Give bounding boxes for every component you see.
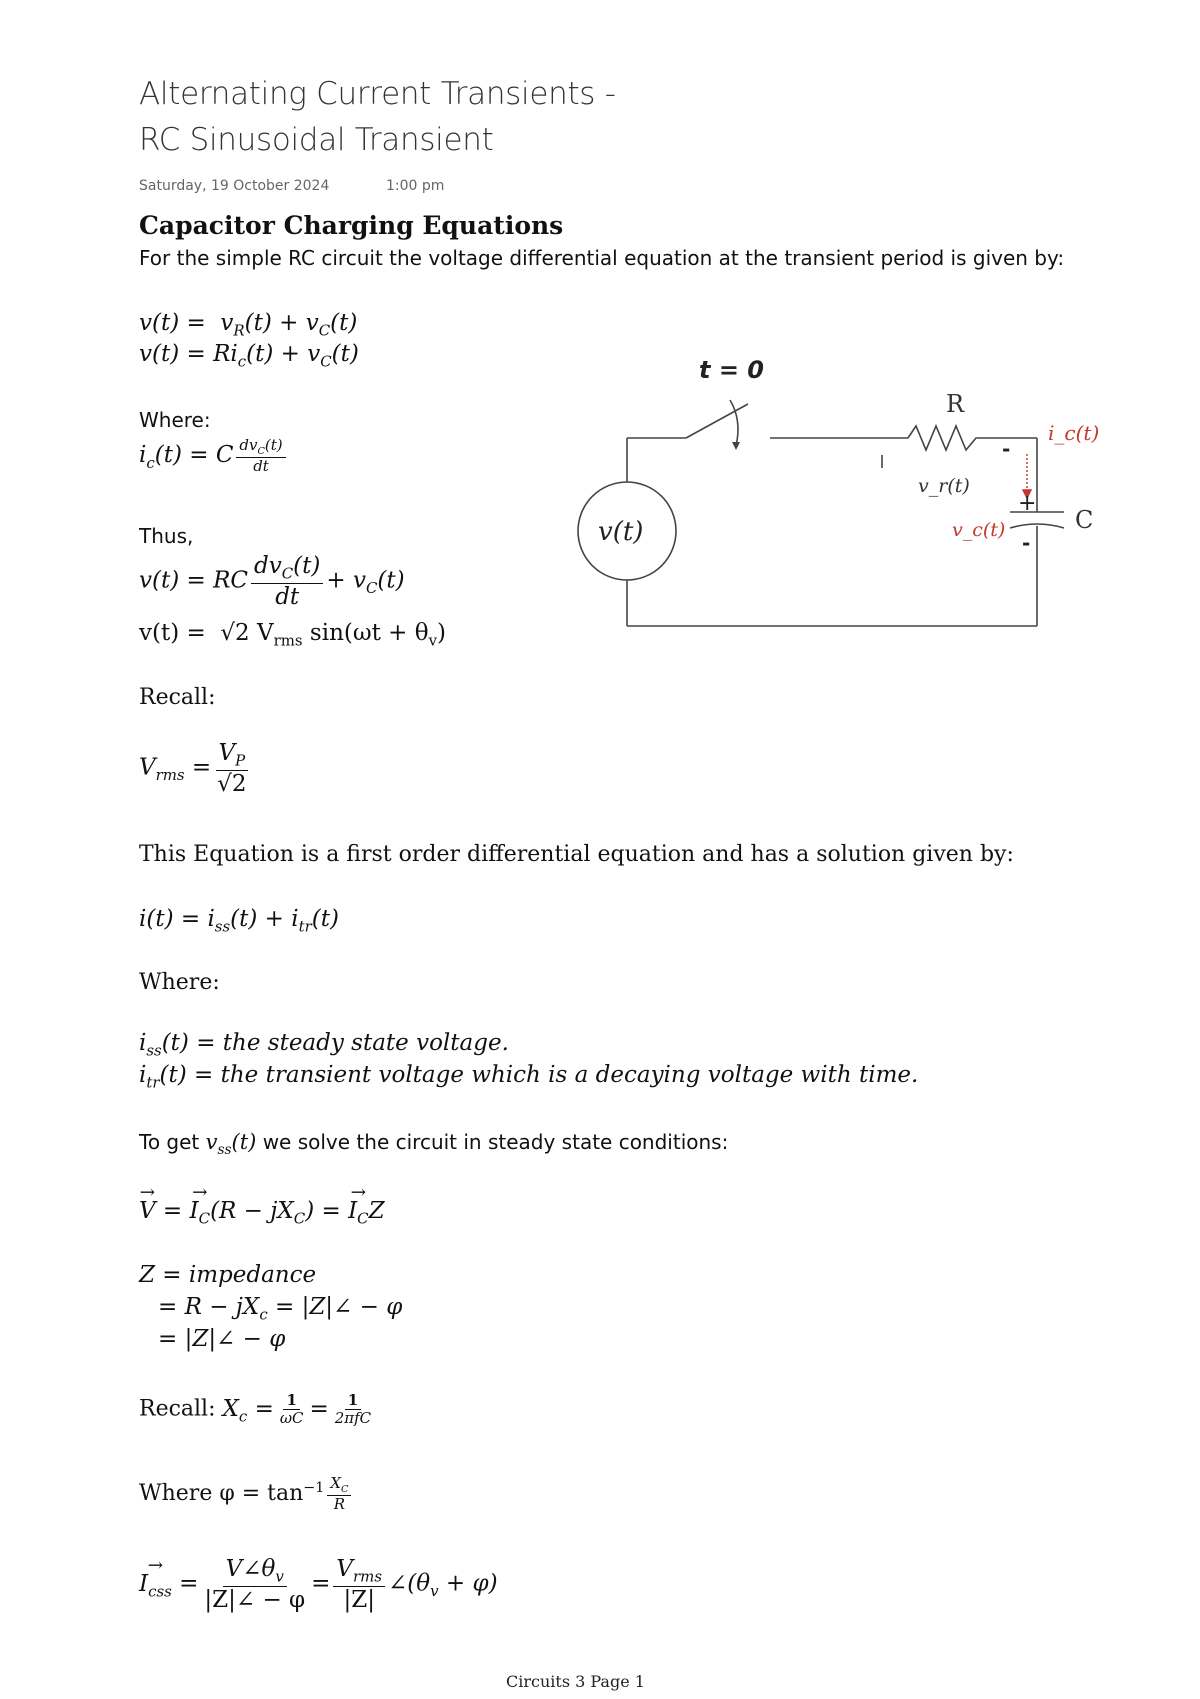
source-label: v(t) bbox=[598, 517, 644, 547]
where-label-2: Where: bbox=[139, 970, 220, 995]
thus-label: Thus, bbox=[139, 524, 194, 548]
equation-iss: $i_{ss}(t)$ = the steady state voltage. bbox=[139, 1030, 509, 1060]
recall-label-2: Recall: bbox=[139, 1396, 216, 1422]
capacitor-plus-sign: + bbox=[1018, 491, 1037, 516]
equation-source: v(t) = √2 $V_{rms}$ $\sin(\omega t + \theta_v)$ bbox=[139, 620, 447, 650]
intro-text: For the simple RC circuit the voltage differential equation at the transient period is given by: bbox=[139, 246, 1065, 270]
section-heading: Capacitor Charging Equations bbox=[139, 211, 564, 240]
page-time: 1:00 pm bbox=[386, 178, 445, 194]
page-footer: Circuits 3 Page 1 bbox=[506, 1672, 645, 1691]
switch-label: t = 0 bbox=[699, 360, 764, 384]
recall-xc-line: Recall: $X_c$ = $\frac{1}{\omega C}$ = $\frac{1}{\text{2πfC}}$ bbox=[139, 1391, 372, 1428]
equation-impedance-2: = $R - jX_c$ = |Z|∠ − φ bbox=[158, 1294, 403, 1324]
where-phi-label: Where bbox=[139, 1481, 213, 1507]
equation-impedance-3: = |Z|∠ − φ bbox=[158, 1326, 286, 1352]
resistor-label: R bbox=[946, 390, 965, 418]
switch-arrow-icon bbox=[732, 442, 740, 450]
phi-line: Where $\varphi = \tan^{-1}$ $\frac{X_C}{R}$ bbox=[139, 1475, 354, 1513]
page-title-line1: Alternating Current Transients - bbox=[139, 76, 616, 112]
equation-differential: v(t) = RC $\frac{dv_C(t)}{dt}$ + $v_C(t)$ bbox=[139, 553, 405, 610]
resistor-voltage-label: v_r(t) bbox=[918, 475, 970, 497]
to-get-line: To get $v_{ss}(t)$ we solve the circuit in steady state conditions: bbox=[139, 1130, 729, 1159]
equation-impedance-1: Z = impedance bbox=[139, 1262, 317, 1288]
impedance-word: impedance bbox=[188, 1262, 317, 1288]
where-label-1: Where: bbox=[139, 408, 211, 432]
equation-vrms: $V_{rms}$ = $\frac{V_P}{√2}$ bbox=[139, 740, 247, 797]
recall-label-1: Recall: bbox=[139, 685, 216, 710]
equation-kvl: $v(t) = v_R(t) + v_C(t)$ bbox=[139, 310, 358, 340]
itr-description: the transient voltage which is a decaying voltage with time. bbox=[220, 1062, 919, 1088]
solution-text: This Equation is a first order differential equation and has a solution given by: bbox=[139, 842, 1014, 867]
iss-description: the steady state voltage. bbox=[222, 1030, 509, 1056]
equation-icss: → $I_{css}$ = $\frac{V\angle\theta_v}{|Z|\angle - \varphi}$ = $\frac{V_{rms}}{|Z|}$ $\angle(\theta_v + \varphi)$ bbox=[139, 1556, 498, 1613]
page-date: Saturday, 19 October 2024 bbox=[139, 178, 330, 194]
equation-solution: $i(t) = i_{ss}(t) + i_{tr}(t)$ bbox=[139, 906, 339, 936]
equation-phasor-v: → V = → $I_C(R - jX_C)$ = → $I_CZ$ bbox=[139, 1198, 385, 1228]
equation-capacitor-current: $i_c(t) = C$ $\frac{dv_C(t)}{dt}$ bbox=[139, 437, 289, 475]
page-title-line2: RC Sinusoidal Transient bbox=[139, 122, 494, 158]
capacitor-minus-sign: - bbox=[1022, 531, 1031, 555]
equation-itr: $i_{tr}(t)$ = the transient voltage which is a decaying voltage with time. bbox=[139, 1062, 919, 1092]
capacitor-label: C bbox=[1075, 506, 1094, 534]
resistor-minus-sign: - bbox=[1002, 437, 1011, 461]
rc-circuit-diagram bbox=[570, 360, 1130, 640]
capacitor-current-label: i_c(t) bbox=[1048, 421, 1100, 445]
equation-kvl-ohm: $v(t) = Ri_c(t) + v_C(t)$ bbox=[139, 341, 359, 371]
to-get-suffix: we solve the circuit in steady state conditions: bbox=[262, 1130, 729, 1154]
capacitor-voltage-label: v_c(t) bbox=[952, 519, 1006, 541]
to-get-prefix: To get bbox=[139, 1130, 200, 1154]
